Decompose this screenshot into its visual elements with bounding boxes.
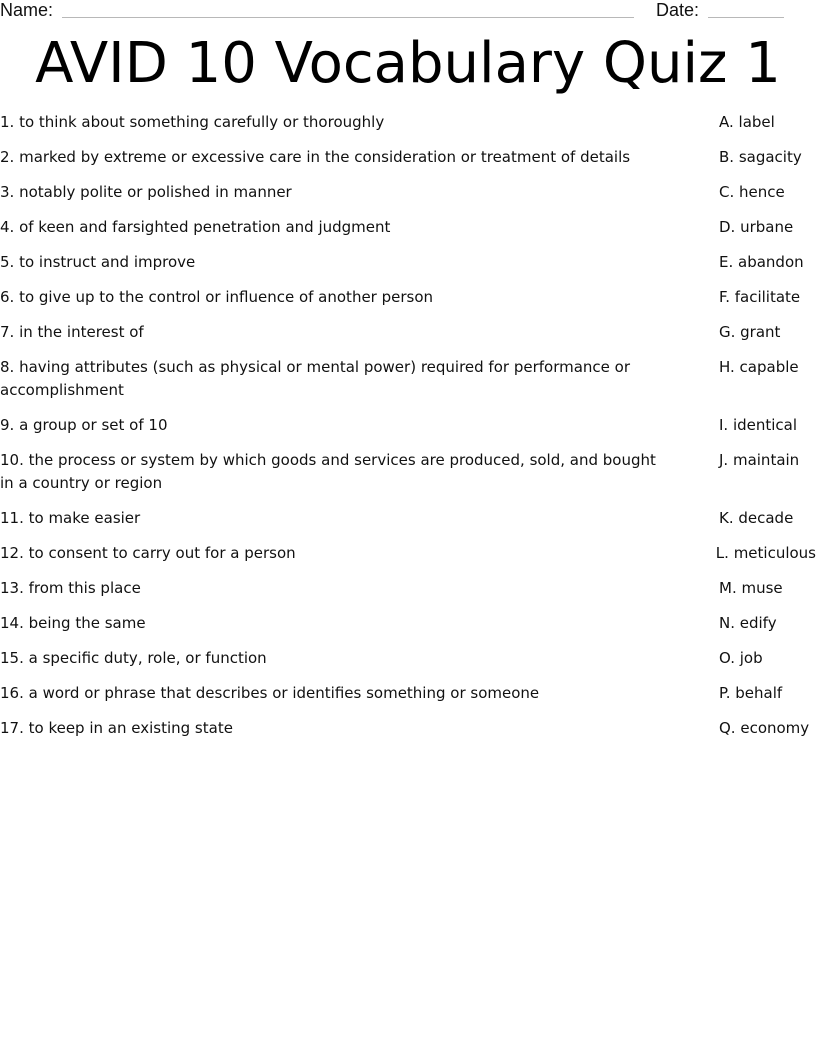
question-clue: 5. to instruct and improve [0, 253, 196, 271]
question-row [0, 577, 816, 600]
question-clue: 10. the process or system by which goods and services are produced, sold, and bought in a country or region [0, 451, 656, 492]
question-clue: 11. to make easier [0, 509, 141, 527]
quiz-title: AVID 10 Vocabulary Quiz 1 [35, 31, 781, 96]
answer-choice: B. sagacity [719, 148, 802, 166]
name-label: Name: [0, 0, 54, 20]
answer-choice: C. hence [719, 183, 785, 201]
question-clue: 13. from this place [0, 579, 141, 597]
answer-choice: A. label [719, 113, 775, 131]
answer-choice: Q. economy [719, 719, 810, 737]
question-row [0, 111, 816, 134]
question-row [0, 414, 816, 437]
question-clue: 4. of keen and farsighted penetration and judgment [0, 218, 391, 236]
answer-choice: K. decade [719, 509, 794, 527]
question-row [0, 216, 816, 239]
question-clue: 17. to keep in an existing state [0, 719, 233, 737]
answer-choice: H. capable [719, 358, 799, 376]
question-row [0, 321, 816, 344]
question-row [0, 682, 816, 705]
question-clue: 16. a word or phrase that describes or identifies something or someone [0, 684, 540, 702]
question-row [0, 647, 816, 670]
question-row [0, 251, 816, 274]
question-row [0, 449, 816, 495]
answer-choice: E. abandon [719, 253, 804, 271]
answer-choice: I. identical [719, 416, 798, 434]
answer-choice: L. meticulous [715, 544, 816, 562]
question-row [0, 542, 816, 565]
date-label: Date: [656, 0, 700, 20]
question-clue: 15. a specific duty, role, or function [0, 649, 267, 667]
question-row [0, 612, 816, 635]
question-row [0, 356, 816, 402]
question-clue: 6. to give up to the control or influence of another person [0, 288, 434, 306]
question-clue: 14. being the same [0, 614, 146, 632]
question-clue: 8. having attributes (such as physical or mental power) required for performance or accomplishment [0, 358, 630, 399]
question-clue: 1. to think about something carefully or thoroughly [0, 113, 385, 131]
answer-choice: N. edify [719, 614, 777, 632]
question-row [0, 286, 816, 309]
name-date-header [0, 0, 816, 22]
answer-choice: M. muse [719, 579, 783, 597]
name-blank-line[interactable] [62, 17, 634, 18]
question-clue: 9. a group or set of 10 [0, 416, 168, 434]
question-clue: 2. marked by extreme or excessive care in the consideration or treatment of details [0, 148, 631, 166]
date-blank-line[interactable] [708, 17, 784, 18]
answer-choice: G. grant [719, 323, 781, 341]
answer-choice: P. behalf [719, 684, 783, 702]
question-clue: 3. notably polite or polished in manner [0, 183, 292, 201]
quiz-list [0, 111, 816, 752]
answer-choice: J. maintain [719, 451, 800, 469]
question-clue: 12. to consent to carry out for a person [0, 544, 296, 562]
answer-choice: O. job [719, 649, 763, 667]
question-row [0, 181, 816, 204]
question-clue: 7. in the interest of [0, 323, 144, 341]
answer-choice: F. facilitate [719, 288, 801, 306]
question-row [0, 507, 816, 530]
question-row [0, 146, 816, 169]
question-row [0, 717, 816, 740]
answer-choice: D. urbane [719, 218, 794, 236]
